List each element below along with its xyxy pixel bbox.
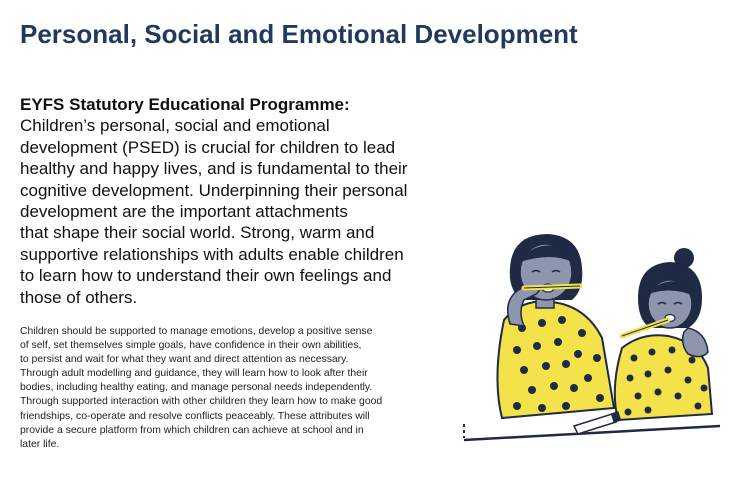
intro-line: those of others. xyxy=(20,287,138,307)
body-line: later life. xyxy=(20,438,60,450)
intro-line: cognitive development. Underpinning their personal xyxy=(20,180,408,200)
intro-lead: EYFS Statutory Educational Programme: xyxy=(20,95,350,114)
intro-line: healthy and happy lives, and is fundamental to their xyxy=(20,159,408,179)
intro-line: development are the important attachments xyxy=(20,202,348,222)
body-paragraph xyxy=(20,325,440,452)
intro-paragraph xyxy=(20,94,450,308)
body-line: provide a secure platform from which children can achieve at school and in xyxy=(20,424,364,436)
intro-line: Children’s personal, social and emotional xyxy=(20,116,330,136)
page-title: Personal, Social and Emotional Development xyxy=(20,19,578,49)
body-line: to persist and wait for what they want and direct attention as necessary. xyxy=(20,354,349,366)
body-line: friendships, co-operate and resolve conflicts peaceably. These attributes will xyxy=(20,410,370,422)
intro-line: supportive relationships with adults enable children xyxy=(20,244,404,264)
body-line: Through adult modelling and guidance, they will learn how to look after their xyxy=(20,368,368,380)
body-line: Children should be supported to manage emotions, develop a positive sense xyxy=(20,326,373,337)
intro-line: development (PSED) is crucial for children to lead xyxy=(20,137,396,157)
body-line: Through supported interaction with other children they learn how to make good xyxy=(20,396,383,408)
body-line: of self, set themselves simple goals, have confidence in their own abilities, xyxy=(20,340,362,352)
intro-line: that shape their social world. Strong, warm and xyxy=(20,223,375,243)
girl-right-arm xyxy=(683,328,708,357)
body-line: bodies, including healthy eating, and manage personal needs independently. xyxy=(20,382,373,394)
children-brushing-teeth-illustration xyxy=(462,228,722,448)
intro-line: to learn how to understand their own feelings and xyxy=(20,266,392,286)
